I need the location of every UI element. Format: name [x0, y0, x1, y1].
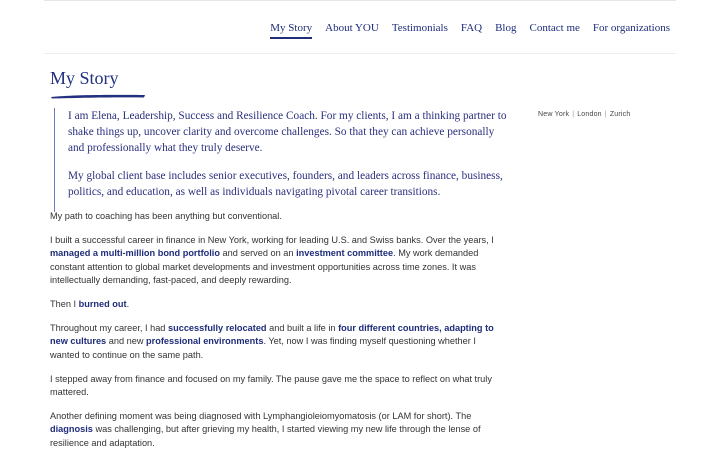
highlight-four-countries: four different countries, adapting to new cultures	[50, 323, 494, 347]
text-run: and new	[106, 336, 147, 347]
location-zurich: Zurich	[609, 111, 631, 118]
text-run: and built a life in	[266, 323, 339, 334]
location-separator: |	[604, 111, 607, 118]
text-run: .	[126, 299, 130, 310]
location-london: London	[577, 111, 602, 118]
text-run: and served on an	[219, 248, 297, 259]
body-paragraph-3	[50, 298, 498, 311]
body-paragraph-2	[50, 234, 498, 287]
nav-contact-me[interactable]: Contact me	[529, 22, 580, 34]
location-separator: |	[572, 111, 575, 118]
story-body	[50, 210, 498, 461]
location-new-york: New York	[538, 111, 570, 118]
nav-faq[interactable]: FAQ	[460, 22, 483, 34]
body-paragraph-1: My path to coaching has been anything but conventional.	[50, 211, 282, 221]
top-divider	[44, 0, 676, 1]
body-paragraph-4	[50, 322, 498, 362]
highlight-burned-out: burned out	[78, 299, 127, 310]
text-run: Another defining moment was being diagnosed with Lymphangioleiomyomatosis (or LAM for short). The	[50, 411, 472, 422]
nav-divider	[44, 53, 676, 54]
highlight-diagnosis: diagnosis	[50, 424, 93, 435]
text-run: . Yet, now I was finding myself questioning whether I wanted to continue on the same path.	[50, 336, 476, 360]
nav-about-you[interactable]: About YOU	[325, 22, 379, 34]
nav-testimonials[interactable]: Testimonials	[391, 22, 448, 34]
nav-for-organizations[interactable]: For organizations	[592, 22, 670, 34]
nav-my-story[interactable]: My Story	[270, 22, 312, 39]
brush-underline	[50, 92, 146, 100]
body-paragraph-5: I stepped away from finance and focused on my family. The pause gave me the space to reflect on what truly mattered.	[50, 373, 492, 398]
quote-paragraph-1: I am Elena, Leadership, Success and Resilience Coach. For my clients, I am a thinking partner to shake things up, uncover clarity and overcome challenges. So that they can achieve personally and professionally what they truly deserve.	[68, 110, 507, 154]
highlight-professional-environments: professional environments	[146, 336, 264, 347]
text-run: was challenging, but after grieving my health, I started viewing my new life through the lense of resilience and adaptation.	[50, 424, 481, 448]
text-run: . My work demanded constant attention to global market developments and investment opportunities across time zones. It was intellectually demanding, fast-paced, and deeply rewarding.	[50, 248, 479, 285]
highlight-relocated: successfully relocated	[167, 323, 267, 334]
highlight-bond-portfolio: managed a multi-million bond portfolio	[50, 248, 220, 259]
body-paragraph-6	[50, 410, 498, 450]
highlight-investment-committee: investment committee	[296, 248, 394, 259]
locations-list	[538, 111, 630, 118]
intro-quote	[54, 108, 508, 212]
text-run: Throughout my career, I had	[50, 323, 168, 334]
nav-blog[interactable]: Blog	[495, 22, 517, 34]
quote-paragraph-2: My global client base includes senior executives, founders, and leaders across finance, business, politics, and education, as well as individuals navigating pivotal career transitions.	[68, 170, 503, 198]
text-run: Then I	[50, 299, 79, 310]
main-nav	[257, 22, 670, 39]
page-title: My Story	[50, 68, 119, 88]
text-run: I built a successful career in finance in New York, working for leading U.S. and Swiss banks. Over the years, I	[50, 235, 494, 246]
